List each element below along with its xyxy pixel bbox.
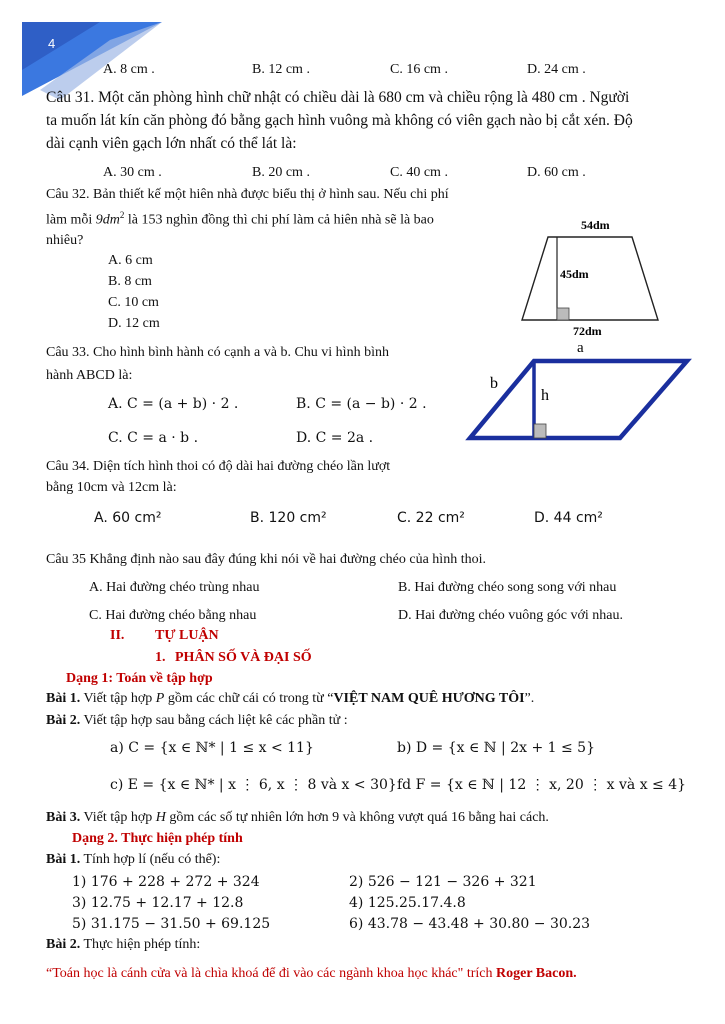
q31-option-a: A. 30 cm . — [103, 165, 162, 180]
parallelogram-h-label: h — [541, 387, 549, 404]
q35-option-a: A. Hai đường chéo trùng nhau — [89, 580, 260, 595]
q33-option-d: D. C = 2a . — [296, 430, 374, 446]
set-f-expression: fd F = {x ∈ ℕ | 12 ⋮ x, 20 ⋮ x và x ≤ 4} — [397, 777, 687, 793]
dang1-bai2: Bài 2. Viết tập hợp sau bằng cách liệt kê các phần tử : — [46, 713, 348, 728]
q33-line-1: Câu 33. Cho hình bình hành có cạnh a và b. Chu vi hình bình — [46, 345, 389, 360]
q32-line-3: nhiêu? — [46, 233, 84, 248]
set-c-expression: a) C = {x ∈ ℕ* | 1 ≤ x < 11} — [110, 740, 314, 756]
dang1-bai3: Bài 3. Viết tập hợp H gồm các số tự nhiên lớn hơn 9 và không vượt quá 16 bằng hai cách. — [46, 810, 549, 825]
q32-line-2: làm mỗi $9dm^2$ là 153 nghìn đồng thì chi phí làm cả hiên nhà sẽ là bao — [46, 210, 434, 228]
expr-1: 1) 176 + 228 + 272 + 324 — [72, 874, 260, 890]
dang1-bai1: Bài 1. Viết tập hợp P gồm các chữ cái có trong từ “VIỆT NAM QUÊ HƯƠNG TÔI”. — [46, 691, 535, 706]
q30-option-d: D. 24 cm . — [527, 62, 586, 77]
dang2-title: Dạng 2. Thực hiện phép tính — [72, 831, 243, 846]
q30-option-c: C. 16 cm . — [390, 62, 448, 77]
q33-option-b: B. C = (a − b) · 2 . — [296, 396, 427, 412]
q31-option-b: B. 20 cm . — [252, 165, 310, 180]
q31-option-c: C. 40 cm . — [390, 165, 448, 180]
q35-option-b: B. Hai đường chéo song song với nhau — [398, 580, 617, 595]
subsection-title: PHÂN SỐ VÀ ĐẠI SỐ — [175, 650, 312, 665]
set-d-expression: b) D = {x ∈ ℕ | 2x + 1 ≤ 5} — [397, 740, 595, 756]
q34-option-d: D. 44 cm² — [534, 510, 603, 526]
trapezoid-height-label: 45dm — [560, 267, 589, 281]
expr-5: 5) 31.175 − 31.50 + 69.125 — [72, 916, 271, 932]
q32-option-a: A. 6 cm — [108, 253, 153, 268]
q30-option-b: B. 12 cm . — [252, 62, 310, 77]
expr-4: 4) 125.25.17.4.8 — [349, 895, 466, 911]
expr-2: 2) 526 − 121 − 326 + 321 — [349, 874, 537, 890]
parallelogram-b-label: b — [490, 375, 498, 392]
q34-option-b: B. 120 cm² — [250, 510, 327, 526]
q33-option-c: C. C = a · b . — [108, 430, 199, 446]
q35-line-1: Câu 35 Khẳng định nào sau đây đúng khi nói về hai đường chéo của hình thoi. — [46, 552, 486, 567]
dang2-bai2: Bài 2. Thực hiện phép tính: — [46, 937, 201, 952]
q31-line-1: Câu 31. Một căn phòng hình chữ nhật có chiều dài là 680 cm và chiều rộng là 480 cm . Người — [46, 89, 630, 106]
q31-line-2: ta muốn lát kín căn phòng đó bằng gạch hình vuông mà không có viên gạch nào bị cắt xén. Độ — [46, 112, 633, 129]
section-roman: II. — [110, 628, 125, 643]
q30-option-a: A. 8 cm . — [103, 62, 155, 77]
parallelogram-figure — [462, 336, 692, 448]
q32-option-c: C. 10 cm — [108, 295, 159, 310]
parallelogram-a-label: a — [577, 340, 584, 356]
subsection-number: 1. — [155, 650, 166, 665]
trapezoid-top-label: 54dm — [581, 218, 610, 232]
q34-option-a: A. 60 cm² — [94, 510, 162, 526]
trapezoid-bottom-label: 72dm — [573, 324, 602, 338]
q31-option-d: D. 60 cm . — [527, 165, 586, 180]
footer-quote: “Toán học là cánh cửa và là chìa khoá để đi vào các ngành khoa học khác" trích Roger Bacon. — [46, 966, 577, 981]
expr-3: 3) 12.75 + 12.17 + 12.8 — [72, 895, 244, 911]
page-corner-decoration — [0, 0, 170, 100]
expr-6: 6) 43.78 − 43.48 + 30.80 − 30.23 — [349, 916, 591, 932]
page-number: 4 — [48, 36, 56, 51]
q33-line-2: hành ABCD là: — [46, 368, 133, 383]
q34-option-c: C. 22 cm² — [397, 510, 465, 526]
q34-line-2: bằng 10cm và 12cm là: — [46, 480, 177, 495]
q35-option-c: C. Hai đường chéo bằng nhau — [89, 608, 257, 623]
q33-option-a: A. C = (a + b) · 2 . — [108, 396, 239, 412]
dang2-bai1: Bài 1. Tính hợp lí (nếu có thể): — [46, 852, 221, 867]
q32-line-1: Câu 32. Bản thiết kế một hiên nhà được biểu thị ở hình sau. Nếu chi phí — [46, 187, 449, 202]
section-title: TỰ LUẬN — [155, 628, 219, 643]
q32-option-d: D. 12 cm — [108, 316, 160, 331]
q31-line-3: dài cạnh viên gạch lớn nhất có thể lát là: — [46, 135, 297, 152]
set-e-expression: c) E = {x ∈ ℕ* | x ⋮ 6, x ⋮ 8 và x < 30} — [110, 777, 397, 793]
trapezoid-figure — [510, 212, 680, 342]
q35-option-d: D. Hai đường chéo vuông góc với nhau. — [398, 608, 623, 623]
dang1-title: Dạng 1: Toán về tập hợp — [66, 671, 213, 686]
q34-line-1: Câu 34. Diện tích hình thoi có độ dài hai đường chéo lần lượt — [46, 459, 391, 474]
q32-option-b: B. 8 cm — [108, 274, 152, 289]
